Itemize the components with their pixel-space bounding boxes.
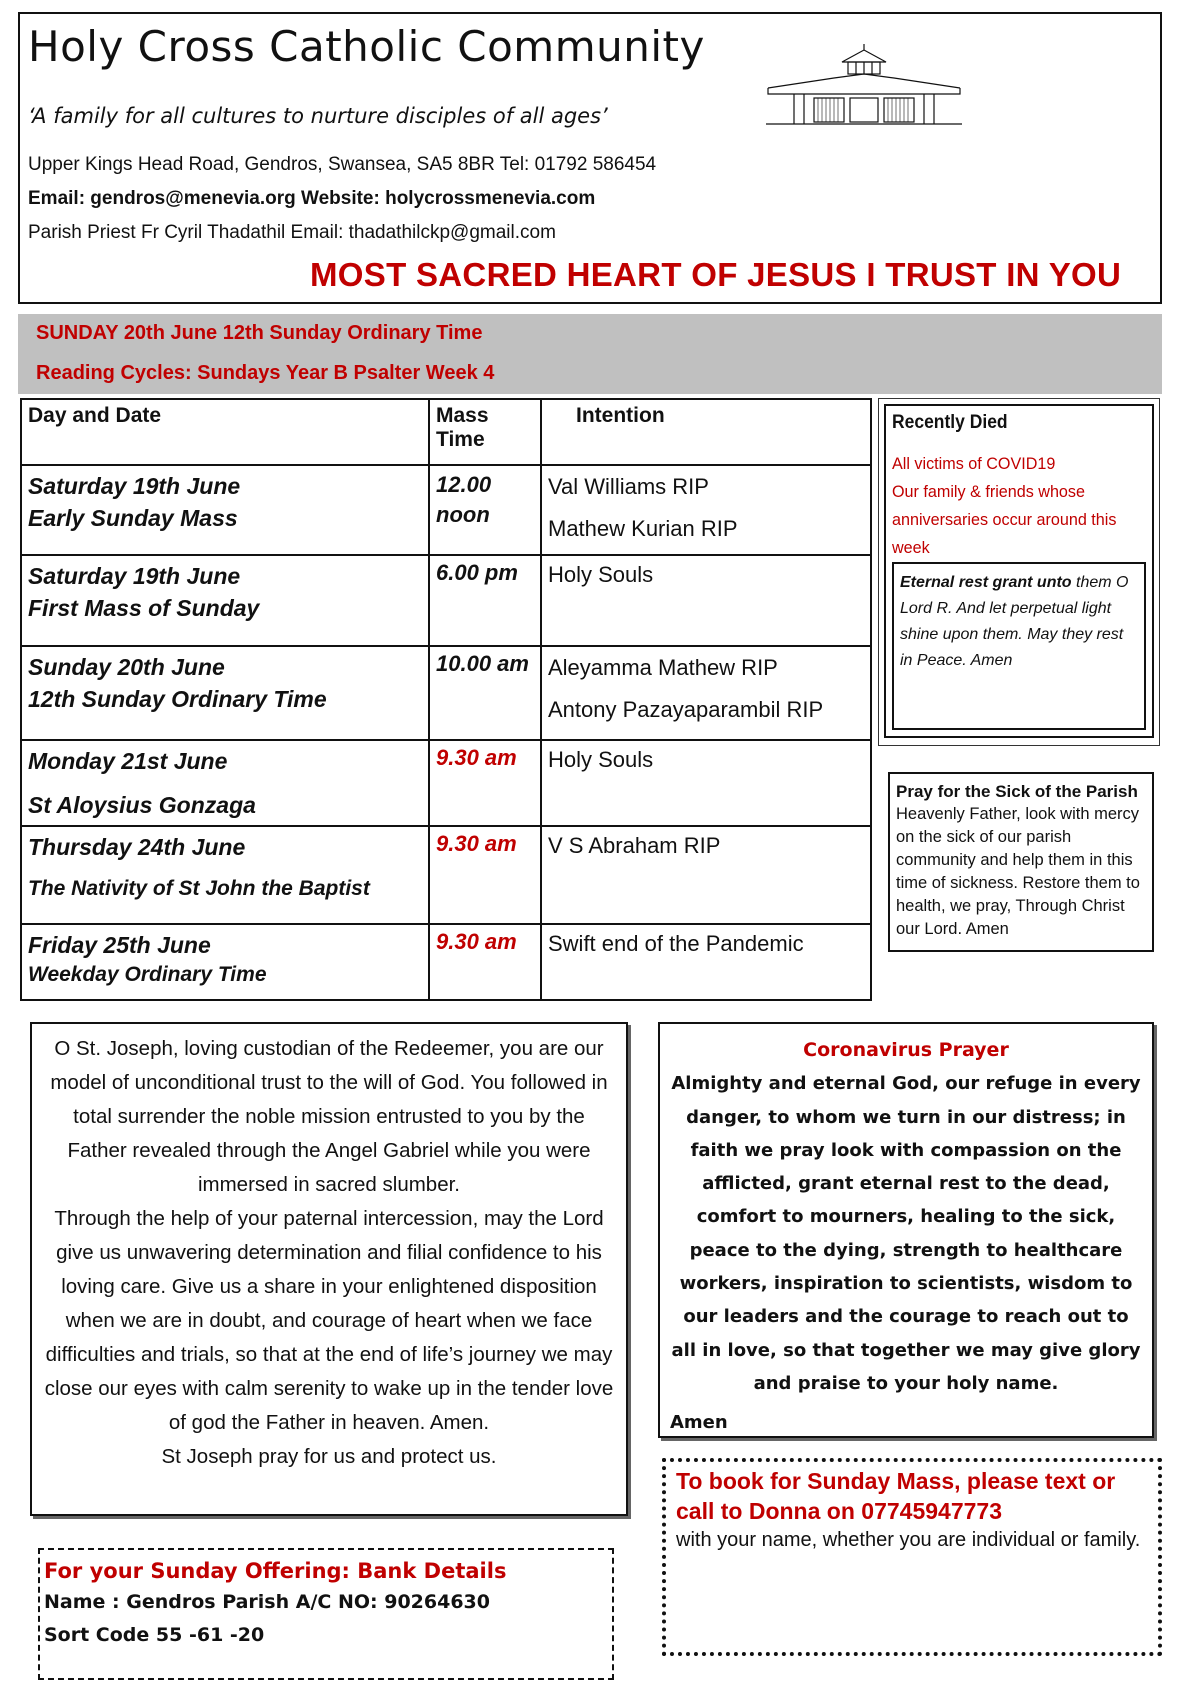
sick-prayer-box [888, 772, 1154, 952]
corona-amen: Amen [670, 1412, 728, 1434]
eternal-rest-bold: Eternal rest grant unto [900, 574, 1072, 591]
row-intention: Antony Pazayaparambil RIP [548, 697, 824, 722]
row-intention: Val Williams RIP [548, 474, 709, 499]
reading-cycles: Reading Cycles: Sundays Year B Psalter Week 4 [36, 362, 495, 384]
row-intention: V S Abraham RIP [548, 833, 721, 858]
table-header-row [21, 399, 871, 465]
row-time: 9.30 am [429, 924, 541, 1000]
church-drawing-icon [764, 42, 964, 126]
table-row [21, 465, 871, 555]
corona-title: Coronavirus Prayer [803, 1039, 1009, 1061]
st-joseph-prayer [30, 1022, 628, 1516]
banner: MOST SACRED HEART OF JESUS I TRUST IN YOU [310, 256, 1122, 293]
joseph-closing: St Joseph pray for us and protect us. [161, 1445, 497, 1468]
row-day: Monday 21st June [28, 748, 228, 774]
row-time: 6.00 pm [429, 555, 541, 646]
contact-line: Email: gendros@menevia.org Website: holycrossmenevia.com [28, 188, 596, 209]
bank-account: Name : Gendros Parish A/C NO: 90264630 [44, 1591, 490, 1613]
covid-victims: All victims of COVID19 [892, 454, 1056, 473]
row-sub: Weekday Ordinary Time [28, 963, 267, 986]
address: Upper Kings Head Road, Gendros, Swansea, SA5 8BR Tel: 01792 586454 [28, 154, 657, 175]
row-sub: St Aloysius Gonzaga [28, 792, 256, 818]
sunday-title: SUNDAY 20th June 12th Sunday Ordinary Time [36, 322, 483, 344]
row-sub: The Nativity of St John the Baptist [28, 877, 370, 900]
eternal-rest-text: them O Lord R. And let perpetual light shine upon them. May they rest in Peace. Amen [900, 574, 1129, 669]
anniversaries: Our family & friends whose anniversaries occur around this week [892, 482, 1117, 557]
row-time: 9.30 am [429, 826, 541, 924]
joseph-text-2: Through the help of your paternal intercession, may the Lord give us unwavering determination and filial confidence to his loving care. Give us a share in your enlightened disposition when we are in doubt, and courage of heart when we face difficulties and trials, so that at the end of life’s journey we may close our eyes with calm serenity to wake up in the tender love of god the Father in heaven. Amen. [44, 1207, 614, 1434]
sick-title: Pray for the Sick of the Parish [896, 782, 1138, 801]
row-time: 9.30 am [429, 740, 541, 826]
booking-text: with your name, whether you are individual or family. [676, 1529, 1141, 1551]
row-day: Thursday 24th June [28, 834, 246, 860]
booking-notice [662, 1458, 1162, 1656]
table-row [21, 646, 871, 740]
sick-text: Heavenly Father, look with mercy on the sick of our parish community and help them in this time of sickness. Restore them to health, we pray, Through Christ our Lord. Amen [896, 805, 1140, 938]
motto: ‘A family for all cultures to nurture disciples of all ages’ [28, 104, 608, 128]
bank-heading: For your Sunday Offering: Bank Details [44, 1559, 507, 1583]
col-header-day: Day and Date [21, 399, 429, 465]
row-intention: Mathew Kurian RIP [548, 516, 738, 541]
priest-line: Parish Priest Fr Cyril Thadathil Email: thadathilckp@gmail.com [28, 222, 556, 243]
row-intention: Aleyamma Mathew RIP [548, 655, 778, 680]
bank-details [38, 1548, 614, 1680]
row-day: Friday 25th June [28, 932, 211, 958]
row-day: Saturday 19th June [28, 563, 241, 589]
table-row [21, 826, 871, 924]
row-time: 12.00 noon [429, 465, 541, 555]
bank-sort-code: Sort Code 55 -61 -20 [44, 1624, 265, 1646]
eternal-rest-prayer [892, 562, 1146, 730]
row-intention: Swift end of the Pandemic [548, 931, 804, 956]
coronavirus-prayer [658, 1022, 1154, 1438]
row-day: Saturday 19th June [28, 473, 241, 499]
recently-died-title: Recently Died [892, 412, 1008, 433]
row-intention: Holy Souls [548, 562, 654, 587]
table-row [21, 555, 871, 646]
col-header-intention: Intention [541, 399, 871, 465]
row-intention: Holy Souls [548, 747, 654, 772]
table-row [21, 740, 871, 826]
row-sub: 12th Sunday Ordinary Time [28, 686, 327, 712]
table-row [21, 924, 871, 1000]
joseph-text: O St. Joseph, loving custodian of the Redeemer, you are our model of unconditional trust to the will of God. You followed in total surrender the noble mission entrusted to you by the Father revealed through the Angel Gabriel while you were immersed in sacred slumber. [50, 1037, 608, 1196]
corona-text: Almighty and eternal God, our refuge in every danger, to whom we turn in our distress; in faith we pray look with compassion on the afflicted, grant eternal rest to the dead, comfort to mourners, healing to the sick, peace to the dying, strength to healthcare workers, inspiration to scientists, wisdom to our leaders and the courage to reach out to all in love, so that together we may give glory and praise to your holy name. [671, 1073, 1141, 1394]
mass-table [20, 398, 872, 1001]
row-time: 10.00 am [429, 646, 541, 740]
row-sub: First Mass of Sunday [28, 595, 260, 621]
col-header-time: Mass Time [429, 399, 541, 465]
page-title: Holy Cross Catholic Community [28, 22, 705, 71]
row-sub: Early Sunday Mass [28, 505, 238, 531]
booking-heading: To book for Sunday Mass, please text or call to Donna on 07745947773 [676, 1468, 1116, 1524]
row-day: Sunday 20th June [28, 654, 225, 680]
